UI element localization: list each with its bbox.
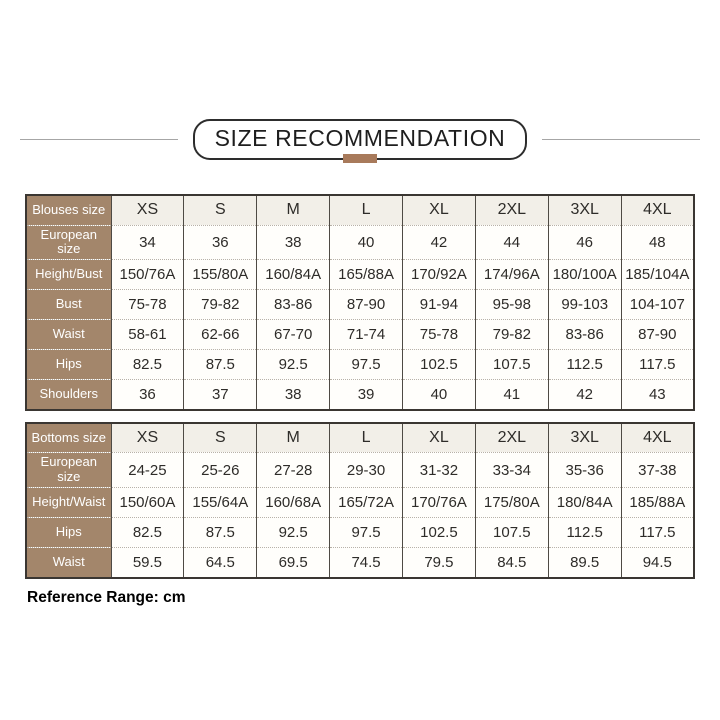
size-value-cell: 92.5 <box>257 518 330 548</box>
size-value-cell: 180/84A <box>548 488 621 518</box>
title-right-rule <box>542 139 700 140</box>
size-value-cell: 35-36 <box>548 453 621 488</box>
size-value-cell: 36 <box>111 380 184 410</box>
size-value-cell: 107.5 <box>475 518 548 548</box>
size-value-cell: 74.5 <box>330 548 403 578</box>
table-row <box>26 453 694 488</box>
row-label: Height/Waist <box>26 488 111 518</box>
title-banner <box>0 120 720 158</box>
size-value-cell: 25-26 <box>184 453 257 488</box>
table-row <box>26 260 694 290</box>
row-label: Hips <box>26 350 111 380</box>
size-value-cell: XS <box>111 423 184 453</box>
size-value-cell: 97.5 <box>330 518 403 548</box>
size-value-cell: 180/100A <box>548 260 621 290</box>
size-value-cell: 40 <box>330 225 403 260</box>
row-label: European size <box>26 225 111 260</box>
size-value-cell: M <box>257 195 330 225</box>
size-value-cell: 174/96A <box>475 260 548 290</box>
size-value-cell: 2XL <box>475 423 548 453</box>
size-value-cell: 3XL <box>548 195 621 225</box>
size-value-cell: 107.5 <box>475 350 548 380</box>
size-value-cell: 27-28 <box>257 453 330 488</box>
size-value-cell: S <box>184 423 257 453</box>
size-value-cell: M <box>257 423 330 453</box>
size-value-cell: 112.5 <box>548 518 621 548</box>
size-value-cell: 39 <box>330 380 403 410</box>
size-value-cell: 37 <box>184 380 257 410</box>
blouses-size-table <box>25 194 695 411</box>
size-value-cell: 44 <box>475 225 548 260</box>
size-value-cell: 4XL <box>621 195 694 225</box>
row-label: Height/Bust <box>26 260 111 290</box>
size-value-cell: 37-38 <box>621 453 694 488</box>
row-label: Waist <box>26 548 111 578</box>
size-value-cell: 33-34 <box>475 453 548 488</box>
size-value-cell: 87-90 <box>621 320 694 350</box>
size-value-cell: 46 <box>548 225 621 260</box>
size-value-cell: 99-103 <box>548 290 621 320</box>
table-row <box>26 518 694 548</box>
size-value-cell: 160/68A <box>257 488 330 518</box>
size-value-cell: 87-90 <box>330 290 403 320</box>
size-value-cell: 75-78 <box>111 290 184 320</box>
size-value-cell: 87.5 <box>184 518 257 548</box>
row-label: Bottoms size <box>26 423 111 453</box>
size-value-cell: 160/84A <box>257 260 330 290</box>
title-left-rule <box>20 139 178 140</box>
size-value-cell: 155/80A <box>184 260 257 290</box>
size-value-cell: 82.5 <box>111 350 184 380</box>
size-value-cell: 102.5 <box>403 350 476 380</box>
size-value-cell: 165/88A <box>330 260 403 290</box>
size-value-cell: 87.5 <box>184 350 257 380</box>
size-value-cell: 79-82 <box>184 290 257 320</box>
size-value-cell: 4XL <box>621 423 694 453</box>
size-value-cell: 64.5 <box>184 548 257 578</box>
table-row <box>26 195 694 225</box>
size-value-cell: 69.5 <box>257 548 330 578</box>
row-label: Hips <box>26 518 111 548</box>
size-value-cell: 150/76A <box>111 260 184 290</box>
size-value-cell: 40 <box>403 380 476 410</box>
size-value-cell: 38 <box>257 380 330 410</box>
size-value-cell: 83-86 <box>257 290 330 320</box>
size-value-cell: 31-32 <box>403 453 476 488</box>
table-row <box>26 320 694 350</box>
size-value-cell: XL <box>403 423 476 453</box>
size-value-cell: L <box>330 423 403 453</box>
size-value-cell: 175/80A <box>475 488 548 518</box>
table-row <box>26 423 694 453</box>
size-value-cell: 79.5 <box>403 548 476 578</box>
row-label: Bust <box>26 290 111 320</box>
size-value-cell: 95-98 <box>475 290 548 320</box>
size-value-cell: 170/92A <box>403 260 476 290</box>
row-label: European size <box>26 453 111 488</box>
table-row <box>26 290 694 320</box>
size-value-cell: 185/104A <box>621 260 694 290</box>
size-value-cell: 42 <box>548 380 621 410</box>
table-row <box>26 488 694 518</box>
table-row <box>26 350 694 380</box>
size-value-cell: L <box>330 195 403 225</box>
page-title-text: SIZE RECOMMENDATION <box>214 124 506 151</box>
size-value-cell: 79-82 <box>475 320 548 350</box>
size-value-cell: 58-61 <box>111 320 184 350</box>
size-value-cell: 102.5 <box>403 518 476 548</box>
table-row <box>26 225 694 260</box>
size-value-cell: 83-86 <box>548 320 621 350</box>
size-value-cell: 38 <box>257 225 330 260</box>
size-value-cell: 62-66 <box>184 320 257 350</box>
size-value-cell: 155/64A <box>184 488 257 518</box>
size-value-cell: 117.5 <box>621 350 694 380</box>
size-value-cell: XL <box>403 195 476 225</box>
size-value-cell: 170/76A <box>403 488 476 518</box>
size-value-cell: 91-94 <box>403 290 476 320</box>
size-value-cell: 84.5 <box>475 548 548 578</box>
size-value-cell: 48 <box>621 225 694 260</box>
size-value-cell: 59.5 <box>111 548 184 578</box>
row-label: Shoulders <box>26 380 111 410</box>
table-row <box>26 548 694 578</box>
title-accent-bar <box>343 154 377 163</box>
size-value-cell: 29-30 <box>330 453 403 488</box>
size-value-cell: 150/60A <box>111 488 184 518</box>
page-title <box>193 119 528 160</box>
size-value-cell: 112.5 <box>548 350 621 380</box>
size-value-cell: 67-70 <box>257 320 330 350</box>
size-value-cell: 104-107 <box>621 290 694 320</box>
table-row <box>26 380 694 410</box>
size-value-cell: 165/72A <box>330 488 403 518</box>
row-label: Blouses size <box>26 195 111 225</box>
size-value-cell: 42 <box>403 225 476 260</box>
size-value-cell: 97.5 <box>330 350 403 380</box>
size-value-cell: 2XL <box>475 195 548 225</box>
size-value-cell: 82.5 <box>111 518 184 548</box>
size-value-cell: 89.5 <box>548 548 621 578</box>
size-value-cell: XS <box>111 195 184 225</box>
size-value-cell: 71-74 <box>330 320 403 350</box>
size-value-cell: S <box>184 195 257 225</box>
size-value-cell: 92.5 <box>257 350 330 380</box>
size-value-cell: 43 <box>621 380 694 410</box>
size-value-cell: 185/88A <box>621 488 694 518</box>
size-value-cell: 94.5 <box>621 548 694 578</box>
size-value-cell: 117.5 <box>621 518 694 548</box>
bottoms-size-table <box>25 422 695 579</box>
size-value-cell: 34 <box>111 225 184 260</box>
reference-range-note: Reference Range: cm <box>27 588 186 606</box>
size-value-cell: 75-78 <box>403 320 476 350</box>
size-value-cell: 41 <box>475 380 548 410</box>
size-value-cell: 36 <box>184 225 257 260</box>
size-value-cell: 3XL <box>548 423 621 453</box>
row-label: Waist <box>26 320 111 350</box>
size-value-cell: 24-25 <box>111 453 184 488</box>
